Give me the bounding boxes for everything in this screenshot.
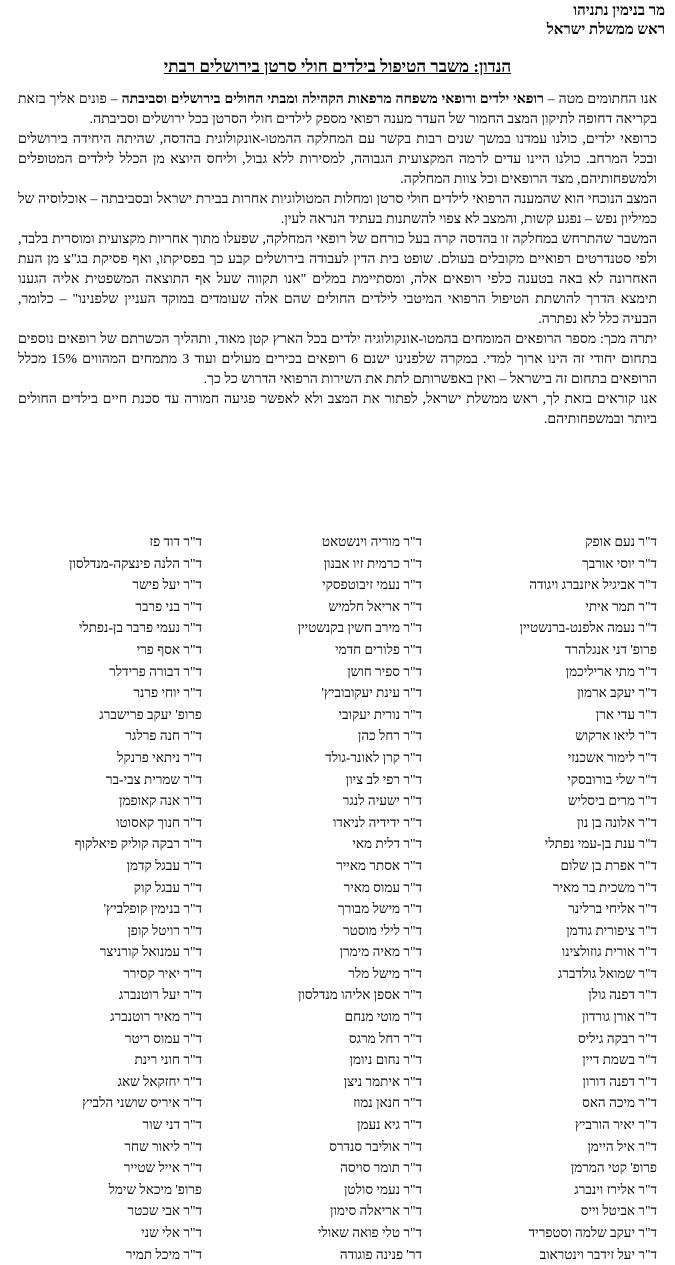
signatory-row	[18, 747, 657, 769]
signatory-name: ד"ר יוחי פרנר	[133, 685, 202, 701]
signatory-row	[18, 769, 657, 791]
signatory-name: ד"ר אריאלה סימון	[330, 1203, 422, 1219]
signatory-name: ד"ר ישעיה לנגר	[342, 793, 422, 809]
signatory-name: ד"ר ניתאי פרנקל	[117, 749, 202, 765]
signatory-name: ד"ר נעמי פרבר בן-נפתלי	[78, 620, 202, 636]
signatory-name: ד"ר יאיר קסירר	[123, 965, 202, 981]
signatory-name: ד"ר אביגיל איזנברג ויגודה	[529, 577, 657, 593]
signatory-name: ד"ר יעל רוטנברג	[118, 987, 202, 1003]
signatory-row	[18, 855, 657, 877]
paragraph-1	[18, 90, 657, 130]
paragraph-4: המשבר שהתרחש במחלקה זו בהדסה קרה בעל כורחם של רופאי המחלקה, שפעלו מתוך אחריות מקצועית ומוסרית בלבד, ולפי סטנדרטים רפואיים מקובלים בעולם. שופט בית הדין לעבודה בירושלים קבע כך בפסיקתו, ואף פסיקת בג"צ מן העת האחרונה לא באה בטענה כלפי רופאים אלה, ומסתיימת במלים "אנו תקווה שעל אף התוצאה המשפטית אליה הגענו תימצא הדרך להושתת הטיפול הרפואי המיטבי לילדים החולים שהם אלה שעומדים במוקד העניין שלפנינו" – כלומר, הבעיה כלל לא נפתרה.	[18, 232, 657, 327]
signatories-list	[18, 531, 657, 1265]
signatory-name: ד"ר איל היימן	[587, 1138, 657, 1154]
signatory-name: פרופ' מיכאל שימל	[108, 1181, 202, 1197]
signatory-name: ד"ר עינת יעקובוביץ'	[321, 685, 422, 701]
signatory-row	[18, 574, 657, 596]
signatory-name: ד"ר עבגל קוק	[133, 879, 202, 895]
signatory-name: ד"ר עדי ארן	[595, 706, 657, 722]
signatory-name: ד"ר נעמה אלפנט-ברנשטיין	[519, 620, 657, 636]
signatory-row	[18, 1071, 657, 1093]
signatory-row	[18, 553, 657, 575]
letter-header	[547, 2, 665, 40]
signatory-name: ד"ר מישל מלר	[348, 965, 422, 981]
signatory-row	[18, 984, 657, 1006]
signatory-name: ד"ר יעקב ארמון	[577, 685, 657, 701]
signatory-row	[18, 790, 657, 812]
signatory-row	[18, 704, 657, 726]
signatory-name: ד"ר אפרת בן שלום	[560, 857, 657, 873]
signatory-name: ד"ר שלי בורובסקי	[567, 771, 657, 787]
signatory-name: ד"ר דני שור	[142, 1117, 202, 1133]
signatory-name: ד"ר אורית גוזולצינו	[561, 944, 657, 960]
signatory-name: ד"ר חנוך קאסוטו	[116, 814, 202, 830]
recipient-title: ראש ממשלת ישראל	[546, 22, 665, 38]
signatory-row	[18, 877, 657, 899]
signatory-name: ד"ר יחזקאל שאג	[117, 1073, 202, 1089]
signatory-name: ד"ר טלי פואה שאולי	[317, 1225, 422, 1240]
signatory-name: ד"ר מיכה האס	[582, 1095, 657, 1111]
signatory-row	[18, 812, 657, 834]
signatory-row	[18, 617, 657, 639]
signatory-name: ד"ר משכית בר מאיר	[552, 879, 657, 895]
signatory-row	[18, 1136, 657, 1158]
signatory-name: דר' פנינה פוגודה	[339, 1246, 422, 1262]
signatory-row	[18, 1200, 657, 1222]
signatory-name: ד"ר דוד פז	[149, 534, 202, 549]
paragraph-2: כרופאי ילדים, כולנו עמדנו במשך שנים רבות בקשר עם המחלקה ההמטו-אונקולוגית בהדסה, שהיתה היחידה בירושלים ובכל המרחב. כולנו היינו עדים לרמה המקצועית הגבוהה, למסירות ללא גבול, וליחס היוצא מן הכלל לילדים המטופלים ולמשפחותיהם, מצד הרופאים וכל צוות המחלקה.	[18, 132, 657, 187]
signatory-name: ד"ר ענת בן-עמי נפתלי	[544, 836, 657, 852]
signatory-name: ד"ר אריאל חלמיש	[328, 598, 422, 614]
signatory-row	[18, 725, 657, 747]
signatory-name: ד"ר בנימין קופלביץ'	[103, 901, 202, 917]
signatory-row	[18, 898, 657, 920]
paragraph-6: אנו קוראים בזאת לך, ראש ממשלת ישראל, לפתור את המצב ולא לאפשר פגיעה חמורה עד סכנת חיים בילדים החולים ביותר ובמשפחותיהם.	[18, 392, 657, 427]
signatory-name: ד"ר מאיה מימרן	[339, 944, 422, 960]
signatory-name: ד"ר דבורה פרידלר	[109, 663, 202, 679]
signatory-row	[18, 1006, 657, 1028]
signatory-row	[18, 1114, 657, 1136]
letter-subject: הנדון: משבר הטיפול בילדים חולי סרטן בירושלים רבתי	[163, 57, 512, 76]
signatory-name: ד"ר רחל מרגס	[348, 1030, 422, 1046]
signatory-name: ד"ר שמרית צבי-בר	[105, 771, 202, 787]
signatory-name: ד"ר ליאו ארקוש	[575, 728, 657, 744]
signatory-name: ד"ר מאיר רוטנברג	[110, 1009, 202, 1025]
signatory-name: ד"ר יעקב שלמה וסטפריד	[528, 1225, 657, 1240]
signatory-name: ד"ר בני פרבר	[135, 598, 202, 614]
signatory-name: ד"ר פלורים חדמי	[335, 641, 422, 657]
signatory-row	[18, 682, 657, 704]
signatory-name: ד"ר יוסי אורבך	[582, 555, 657, 571]
signatory-row	[18, 1179, 657, 1201]
signatory-name: ד"ר מוטי מנחם	[344, 1009, 422, 1025]
signatory-row	[18, 963, 657, 985]
signatory-name: ד"ר אסף פרי	[136, 641, 202, 657]
signatory-name: ד"ר נחום ניומן	[349, 1052, 422, 1068]
signatory-row	[18, 1092, 657, 1114]
signatory-name: ד"ר ידידיה לניאדו	[332, 814, 422, 830]
signatory-name: ד"ר תמר איתי	[585, 598, 657, 614]
signatory-name: ד"ר מיכל תמיר	[125, 1246, 202, 1262]
signatory-name: ד"ר אנה קאופמן	[119, 793, 202, 809]
signatory-name: ד"ר אלי שני	[141, 1225, 202, 1240]
signatory-name: ד"ר אלונה בן נון	[576, 814, 657, 830]
signatory-name: ד"ר לימור אשכנזי	[567, 749, 657, 765]
letter-body	[18, 90, 657, 430]
signatory-name: ד"ר אוליבר סנדרס	[329, 1138, 422, 1154]
signatory-name: ד"ר רויטל קופן	[127, 922, 202, 938]
signatory-name: ד"ר אורן גורדון	[582, 1009, 657, 1025]
signatory-name: ד"ר איריס שושני הלביץ	[82, 1095, 202, 1111]
signatory-row	[18, 1049, 657, 1071]
signatory-row	[18, 1244, 657, 1265]
signatory-name: ד"ר נורית יעקובי	[338, 706, 422, 722]
signatory-row	[18, 920, 657, 942]
signatory-name: ד"ר חנה פרלגר	[125, 728, 202, 744]
signatory-name: ד"ר איתמר ניצן	[343, 1073, 422, 1089]
signatory-name: ד"ר מתי אריליכמן	[565, 663, 657, 679]
signatory-name: ד"ר דפנה גולן	[588, 987, 657, 1003]
signatory-name: ד"ר נעמי סולטן	[343, 1181, 422, 1197]
signatory-name: ד"ר אבי שכטר	[127, 1203, 202, 1219]
signatory-name: ד"ר הלנה פינצקה-מנדלסון	[69, 555, 202, 571]
signatory-name: ד"ר עמוס מאיר	[343, 879, 422, 895]
signatory-name: ד"ר נעמי זיבוטפסקי	[322, 577, 422, 593]
signatory-name: ד"ר קרן לאונר-גולד	[325, 749, 422, 765]
signatory-name: ד"ר רבקה קוליק פיאלקוף	[74, 836, 202, 852]
signatory-name: ד"ר אביטל וייס	[580, 1203, 657, 1219]
signatory-name: ד"ר רחל כהן	[357, 728, 422, 744]
signatory-name: ד"ר חוני רינת	[134, 1052, 202, 1068]
signatory-name: ד"ר ליאור שחר	[124, 1138, 202, 1154]
signatory-name: ד"ר לילי מוסטר	[342, 922, 422, 938]
signatory-name: ד"ר אספן אליהו מנדלסון	[297, 987, 422, 1003]
signatory-name: ד"ר שמואל גולדברג	[557, 965, 657, 981]
signatory-name: ד"ר גיא נעמן	[357, 1117, 422, 1133]
signatory-name: ד"ר כרמית זיו אבנון	[323, 555, 422, 571]
paragraph-1-rest: – פונים אליך בזאת בקריאה דחופה לתיקון המצב החמור של העדר מענה רפואי מספק לילדים חולי הסרטן בכל ירושלים וסביבתה.	[18, 92, 657, 127]
signatory-name: ד"ר אלירז וינברג	[574, 1181, 657, 1197]
signatory-name: ד"ר מישל מבורך	[337, 901, 422, 917]
signatory-name: ד"ר חנאן נמוז	[353, 1095, 422, 1111]
signatory-name: ד"ר דלית מאי	[352, 836, 422, 852]
signatory-name: ד"ר בשמת דיין	[582, 1052, 657, 1068]
signatory-name: ד"ר אסתר מאייר	[336, 857, 422, 873]
signatory-name: ד"ר ציפורית גודמן	[566, 922, 657, 938]
signatory-name: ד"ר עמנואל קורניצר	[99, 944, 202, 960]
paragraph-3: המצב הנוכחי הוא שהמענה הרפואי לילדים חולי סרטן ומחלות המטולוגיות אחרות בבירת ישראל ובסביבתה – אוכלוסיה של כמיליון נפש – נפגע קשות, והמצב לא צפוי להשתנות בעתיד הנראה לעין.	[18, 192, 657, 227]
signatory-name: פרופ' דני אנגלהרד	[565, 641, 657, 657]
signatory-row	[18, 1222, 657, 1244]
signatory-name: ד"ר עבגל קדמן	[126, 857, 202, 873]
signatory-row	[18, 531, 657, 553]
signatory-name: ד"ר מוריה וינשטאט	[321, 534, 422, 549]
signatory-row	[18, 596, 657, 618]
signatory-row	[18, 661, 657, 683]
signatory-name: ד"ר תומר סויסה	[340, 1160, 422, 1176]
signatory-row	[18, 941, 657, 963]
paragraph-1-intro: אנו החתומים מטה –	[543, 92, 657, 107]
paragraph-1-bold: רופאי ילדים ורופאי משפחה מרפאות הקהילה ומבתי החולים בירושלים וסביבתה	[121, 92, 544, 107]
signatory-name: ד"ר עמוס ריטר	[124, 1030, 202, 1046]
signatory-row	[18, 1157, 657, 1179]
signatory-row	[18, 639, 657, 661]
signatory-name: ד"ר רבקה גיליס	[577, 1030, 657, 1046]
signatory-name: פרופ' קטי המרמן	[570, 1160, 657, 1176]
signatory-name: ד"ר אליחי ברלינר	[568, 901, 657, 917]
paragraph-5: יתרה מכך: מספר הרופאים המומחים בהמטו-אונקולוגיה ילדים בכל הארץ קטן מאוד, ותהליך הכשרתם של רופאים נוספים בתחום יחודי זה הינו ארוך למדי. במקרה שלפנינו ישנם 6 רופאים בכירים מעולים ועוד 3 מתמחים המהווים 15% מכלל הרופאים בתחום זה בישראל – ואין באפשרותם לתת את השירות הרפואי הדרוש כל כך.	[18, 332, 657, 387]
signatory-row	[18, 1028, 657, 1050]
signatory-name: ד"ר דפנה דורון	[582, 1073, 657, 1089]
signatory-name: ד"ר אייל שטייר	[123, 1160, 202, 1176]
signatory-name: ד"ר יעל זידבר וינטראוב	[539, 1246, 657, 1262]
signatory-row	[18, 833, 657, 855]
signatory-name: ד"ר מרים ביסליש	[567, 793, 657, 809]
recipient-name: מר בנימין נתניהו	[573, 3, 665, 19]
signatory-name: ד"ר רפי לב ציון	[345, 771, 422, 787]
signatory-name: פרופ' יעקב פרישברג	[99, 706, 202, 722]
signatory-name: ד"ר ספיר חושן	[347, 663, 422, 679]
signatory-name: ד"ר יעל פישר	[132, 577, 202, 593]
signatory-name: ד"ר מירב חשין בקנשטיין	[297, 620, 422, 636]
signatory-name: ד"ר נעם אופק	[585, 534, 657, 549]
signatory-name: ד"ר יאיר הורביץ	[574, 1117, 657, 1133]
